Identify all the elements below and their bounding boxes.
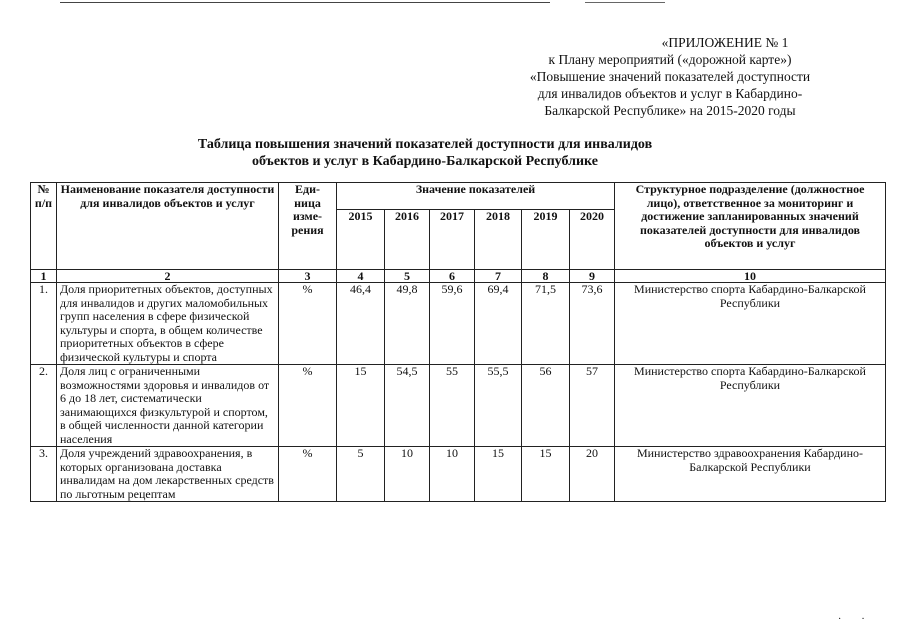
appendix-block — [470, 34, 870, 119]
appendix-line-3: для инвалидов объектов и услуг в Кабардино- — [537, 86, 803, 101]
table-row — [31, 365, 886, 447]
table-row — [31, 447, 886, 502]
index-cell: 9 — [570, 270, 615, 283]
header-num: № п/п — [31, 183, 57, 270]
header-dept: Структурное подразделение (должностное лицо), ответственное за мониторинг и достижение запланированных значений показателей доступности для инвалидов объектов и услуг — [615, 183, 886, 270]
index-cell: 6 — [430, 270, 475, 283]
row-value: 20 — [570, 447, 615, 502]
row-value: 55 — [430, 365, 475, 447]
appendix-number: «ПРИЛОЖЕНИЕ № 1 — [661, 35, 789, 50]
index-cell: 1 — [31, 270, 57, 283]
appendix-line-4: Балкарской Республике» на 2015-2020 годы — [544, 103, 796, 118]
row-value: 46,4 — [337, 283, 385, 365]
row-name: Доля лиц с ограниченными возможностями здоровья и инвалидов от 6 до 18 лет, систематически занимающихся физкультурой и спортом, в общей численности данной категории населения — [57, 365, 279, 447]
scan-edge-line — [60, 2, 550, 3]
header-row-1 — [31, 183, 886, 210]
title-line-1: Таблица повышения значений показателей доступности для инвалидов — [197, 137, 653, 152]
row-unit: % — [279, 447, 337, 502]
row-value: 15 — [475, 447, 522, 502]
table-row — [31, 283, 886, 365]
scan-marks: · · — [838, 614, 865, 625]
header-year: 2018 — [475, 210, 522, 270]
index-cell: 7 — [475, 270, 522, 283]
appendix-line-1: к Плану мероприятий («дорожной карте») — [548, 52, 792, 67]
row-value: 55,5 — [475, 365, 522, 447]
title-line-2: объектов и услуг в Кабардино-Балкарской Республике — [252, 154, 598, 169]
index-cell: 4 — [337, 270, 385, 283]
header-year: 2020 — [570, 210, 615, 270]
row-value: 5 — [337, 447, 385, 502]
row-unit: % — [279, 365, 337, 447]
row-value: 15 — [337, 365, 385, 447]
row-value: 59,6 — [430, 283, 475, 365]
row-value: 10 — [385, 447, 430, 502]
index-cell: 2 — [57, 270, 279, 283]
indicators-table — [30, 182, 886, 502]
index-cell: 8 — [522, 270, 570, 283]
header-name: Наименование показателя доступности для инвалидов объектов и услуг — [57, 183, 279, 270]
row-value: 54,5 — [385, 365, 430, 447]
row-num: 2. — [31, 365, 57, 447]
header-year: 2015 — [337, 210, 385, 270]
row-value: 15 — [522, 447, 570, 502]
header-unit: Еди-ница изме-рения — [279, 183, 337, 270]
header-year: 2017 — [430, 210, 475, 270]
row-value: 57 — [570, 365, 615, 447]
appendix-line-2: «Повышение значений показателей доступности — [529, 69, 811, 84]
row-dept: Министерство здравоохранения Кабардино-Балкарской Республики — [615, 447, 886, 502]
row-unit: % — [279, 283, 337, 365]
index-cell: 10 — [615, 270, 886, 283]
header-year: 2016 — [385, 210, 430, 270]
header-year: 2019 — [522, 210, 570, 270]
index-cell: 3 — [279, 270, 337, 283]
row-value: 69,4 — [475, 283, 522, 365]
table-title — [130, 136, 720, 170]
row-value: 56 — [522, 365, 570, 447]
index-row — [31, 270, 886, 283]
row-value: 73,6 — [570, 283, 615, 365]
row-dept: Министерство спорта Кабардино-Балкарской Республики — [615, 365, 886, 447]
row-name: Доля учреждений здравоохранения, в которых организована доставка инвалидам на дом лекарственных средств по льготным рецептам — [57, 447, 279, 502]
row-value: 10 — [430, 447, 475, 502]
row-dept: Министерство спорта Кабардино-Балкарской Республики — [615, 283, 886, 365]
row-name: Доля приоритетных объектов, доступных для инвалидов и других маломобильных групп населения в сфере физической культуры и спорта, в общем количестве приоритетных объектов в сфере физической культуры и спорта — [57, 283, 279, 365]
row-value: 49,8 — [385, 283, 430, 365]
index-cell: 5 — [385, 270, 430, 283]
header-values: Значение показателей — [337, 183, 615, 210]
row-num: 1. — [31, 283, 57, 365]
row-value: 71,5 — [522, 283, 570, 365]
row-num: 3. — [31, 447, 57, 502]
scan-edge-line-2 — [585, 2, 665, 3]
